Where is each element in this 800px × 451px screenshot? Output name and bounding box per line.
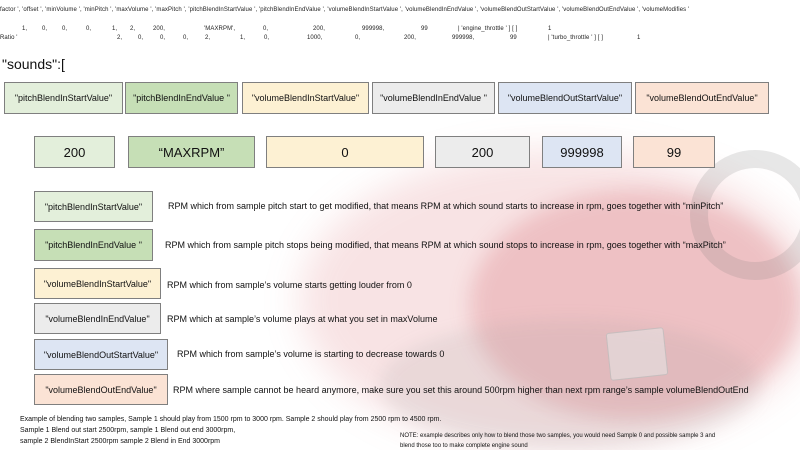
desc-label-volume-blend-in-start: "volumeBlendInStartValue"	[34, 268, 161, 299]
header-cell: 'MAXRPM',	[204, 26, 236, 32]
header-cell: 1,	[240, 35, 246, 41]
label-box-volume-blend-out-start: "volumeBlendOutStartValue"	[498, 82, 632, 114]
desc-label-pitch-blend-in-end: "pitchBlendInEndValue "	[34, 229, 153, 261]
desc-text-pitch-blend-in-end: RPM which from sample pitch stops being modified, that means RPM at which sound stops to increase in rpm, goes together with “maxPitch”	[165, 240, 726, 250]
header-cell: 2,	[130, 26, 136, 32]
label-box-volume-blend-in-end: "volumeBlendInEndValue "	[372, 82, 495, 114]
header-cell: 0,	[263, 26, 269, 32]
header-cell: 1	[548, 26, 552, 32]
header-cell: 999998,	[452, 35, 475, 41]
header-cell: 0,	[86, 26, 92, 32]
header-cell: 99	[510, 35, 517, 41]
header-cell: 200,	[404, 35, 417, 41]
header-cell: 200,	[153, 26, 166, 32]
header-cell: 2,	[205, 35, 211, 41]
header-cell: | 'engine_throttle ' ] [ ]	[458, 26, 518, 32]
example-line-2: Sample 1 Blend out start 2500rpm, sample 1 Blend out end 3000rpm,	[20, 427, 236, 434]
header-cell: 1000,	[307, 35, 323, 41]
header-cell: 200,	[313, 26, 326, 32]
header-cell: 0,	[42, 26, 48, 32]
header-cell: 0,	[264, 35, 270, 41]
example-line-1: Example of blending two samples, Sample 1 should play from 1500 rpm to 3000 rpm. Sample 2 should play from 2500 rpm to 4500 rpm.	[20, 416, 442, 423]
header-cell: 1,	[112, 26, 118, 32]
label-box-volume-blend-in-start: "volumeBlendInStartValue"	[242, 82, 369, 114]
value-box-volume-blend-out-end: 99	[633, 136, 715, 168]
value-box-volume-blend-in-start: 0	[266, 136, 424, 168]
label-box-volume-blend-out-end: "volumeBlendOutEndValue"	[635, 82, 769, 114]
desc-text-pitch-blend-in-start: RPM which from sample pitch start to get modified, that means RPM at which sound starts to increase in rpm, goes together with “minPitch”	[168, 201, 724, 211]
header-cell: 1	[637, 35, 641, 41]
desc-label-pitch-blend-in-start: "pitchBlendInStartValue"	[34, 191, 153, 222]
header-cell: 2,	[117, 35, 123, 41]
example-line-3: sample 2 BlendInStart 2500rpm sample 2 Blend in End 3000rpm	[20, 438, 221, 445]
header-row-columns: factor ', 'offset ', 'minVolume ', 'minPitch ', 'maxVolume ', 'maxPitch ', 'pitchBlendInStartValue ', 'pitchBlendInEndValue ', 'volumeBlendInStartValue ', 'volumeBlendInEndValue ', 'volumeBlendOutStartValue ', 'volumeBlendOutEndValue ', 'volumeModifies '	[0, 7, 690, 13]
header-cell: Ratio '	[0, 35, 18, 41]
header-cell: 0,	[355, 35, 361, 41]
label-box-pitch-blend-in-start: "pitchBlendInStartValue"	[4, 82, 123, 114]
desc-text-volume-blend-in-end: RPM which at sample’s volume plays at what you set in maxVolume	[167, 314, 438, 324]
header-cell: | 'turbo_throttle ' ] [ ]	[548, 35, 604, 41]
desc-text-volume-blend-out-start: RPM which from sample’s volume is starting to decrease towards 0	[177, 349, 445, 359]
value-box-volume-blend-in-end: 200	[435, 136, 530, 168]
desc-label-volume-blend-out-start: "volumeBlendOutStartValue"	[34, 339, 168, 370]
header-cell: 99	[421, 26, 428, 32]
sounds-label: "sounds":[	[2, 56, 65, 72]
value-box-pitch-blend-in-start: 200	[34, 136, 115, 168]
note-line-2: blend those too to make complete engine sound	[400, 443, 528, 449]
value-box-pitch-blend-in-end: “MAXRPM”	[128, 136, 255, 168]
header-cell: 0,	[62, 26, 68, 32]
desc-text-volume-blend-in-start: RPM which from sample’s volume starts getting louder from 0	[167, 280, 412, 290]
header-cell: 0,	[183, 35, 189, 41]
header-cell: 1,	[22, 26, 28, 32]
desc-label-volume-blend-in-end: "volumeBlendInEndValue"	[34, 303, 161, 334]
note-line-1: NOTE: example describes only how to blend those two samples, you would need Sample 0 and possible sample 3 and	[400, 433, 716, 439]
label-box-pitch-blend-in-end: "pitchBlendInEndValue "	[125, 82, 238, 114]
desc-text-volume-blend-out-end: RPM where sample cannot be heard anymore, make sure you set this around 500rpm higher than next rpm range’s sample volumeBlendOutEnd	[173, 385, 749, 395]
header-cell: 999998,	[362, 26, 385, 32]
header-cell: 0,	[160, 35, 166, 41]
header-cell: 0,	[138, 35, 144, 41]
desc-label-volume-blend-out-end: "volumeBlendOutEndValue"	[34, 374, 168, 405]
value-box-volume-blend-out-start: 999998	[542, 136, 622, 168]
